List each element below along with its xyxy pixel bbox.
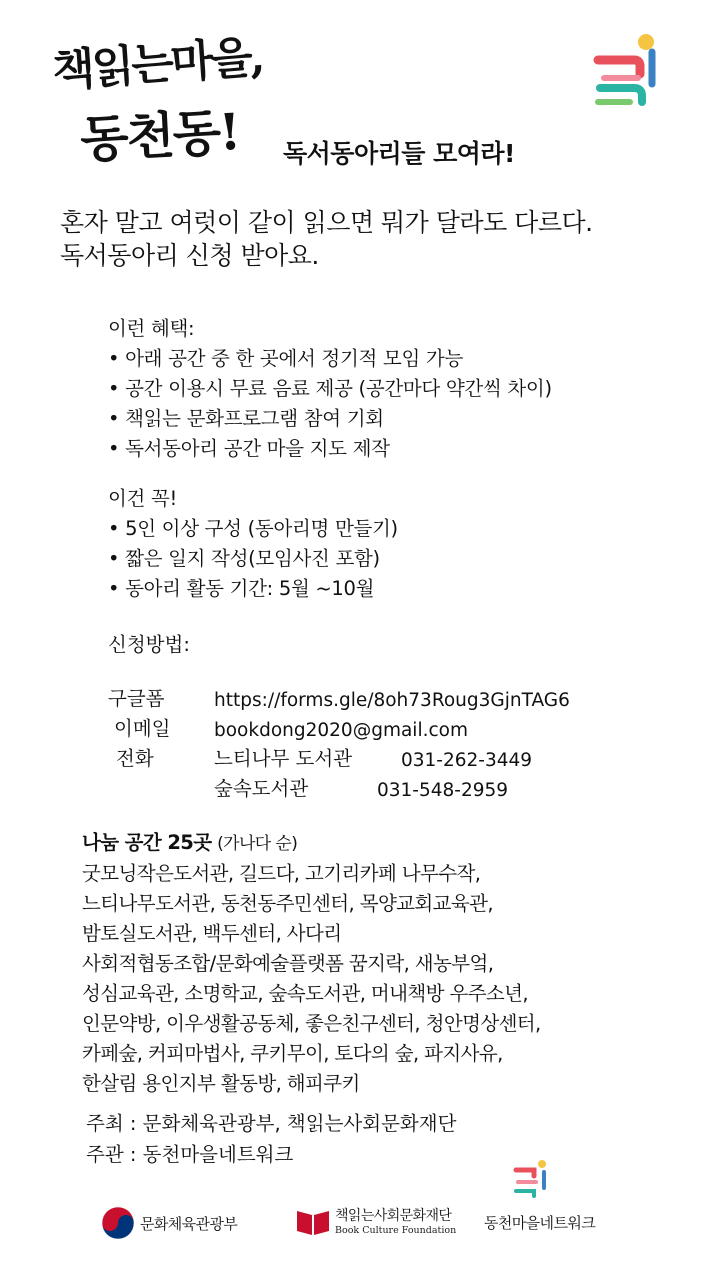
network-name: 동천마을네트워크 bbox=[484, 1214, 596, 1232]
requirement-item: • 동아리 활동 기간: 5월 ~10월 bbox=[108, 574, 398, 604]
brush-logo-line2: 동천동! bbox=[78, 101, 241, 170]
spaces-line: 한살림 용인지부 활동방, 해피쿠키 bbox=[82, 1072, 360, 1095]
spaces-note: (가나다 순) bbox=[217, 834, 298, 854]
email-label: 이메일 bbox=[114, 717, 171, 740]
phone2-place: 숲속도서관 bbox=[214, 777, 309, 800]
requirements-heading: 이건 꼭! bbox=[108, 487, 178, 510]
intro-line: 독서동아리 신청 받아요. bbox=[60, 241, 319, 270]
brush-logo-line1: 책읽는마을, bbox=[50, 31, 264, 98]
requirement-item: • 짧은 일지 작성(모임사진 포함) bbox=[108, 544, 398, 574]
benefit-item: • 아래 공간 중 한 곳에서 정기적 모임 가능 bbox=[108, 344, 552, 374]
headline: 독서동아리들 모여라! bbox=[283, 139, 515, 168]
google-form-link[interactable]: https://forms.gle/8oh73Roug3GjnTAG6 bbox=[214, 690, 570, 711]
bcf-english-name: Book Culture Foundation bbox=[335, 1225, 457, 1236]
spaces-line: 밤토실도서관, 백두센터, 사다리 bbox=[82, 922, 342, 945]
benefits-section bbox=[108, 314, 552, 464]
ministry-name: 문화체육관광부 bbox=[140, 1215, 238, 1233]
organizer-line: 주관 : 동천마을네트워크 bbox=[86, 1143, 294, 1166]
spaces-line: 인문약방, 이우생활공동체, 좋은친구센터, 청안명상센터, bbox=[82, 1012, 541, 1035]
credits bbox=[86, 1108, 456, 1170]
bcf-name: 책읽는사회문화재단 bbox=[335, 1208, 452, 1224]
apply-heading: 신청방법: bbox=[108, 633, 190, 656]
book-icon bbox=[295, 1207, 331, 1237]
benefit-item: • 책읽는 문화프로그램 참여 기회 bbox=[108, 404, 552, 434]
spaces-line: 카페숲, 커피마법사, 쿠키무이, 토다의 숲, 파지사유, bbox=[82, 1042, 503, 1065]
spaces-section bbox=[82, 828, 541, 1099]
host-line: 주최 : 문화체육관광부, 책읽는사회문화재단 bbox=[86, 1112, 457, 1135]
email-link[interactable]: bookdong2020@gmail.com bbox=[214, 720, 468, 741]
phone1-number[interactable]: 031-262-3449 bbox=[401, 750, 533, 771]
phone2-number[interactable]: 031-548-2959 bbox=[377, 780, 509, 801]
benefit-item: • 독서동아리 공간 마을 지도 제작 bbox=[108, 434, 552, 464]
spaces-line: 굿모닝작은도서관, 길드다, 고기리카페 나무수작, bbox=[82, 862, 481, 885]
bcf-logo bbox=[295, 1185, 475, 1245]
spaces-line: 성심교육관, 소명학교, 숲속도서관, 머내책방 우주소년, bbox=[82, 982, 529, 1005]
benefits-heading: 이런 혜택: bbox=[108, 317, 195, 340]
network-mark-icon bbox=[512, 1158, 552, 1198]
intro-text bbox=[60, 206, 593, 272]
intro-line: 혼자 말고 여럿이 같이 읽으면 뭐가 달라도 다르다. bbox=[60, 208, 593, 237]
benefit-item: • 공간 이용시 무료 음료 제공 (공간마다 약간씩 차이) bbox=[108, 374, 552, 404]
ministry-logo bbox=[100, 1185, 270, 1245]
requirements-section bbox=[108, 484, 398, 604]
phone1-place: 느티나무 도서관 bbox=[214, 747, 353, 770]
phone-label: 전화 bbox=[116, 747, 154, 770]
requirement-item: • 5인 이상 구성 (동아리명 만들기) bbox=[108, 514, 398, 544]
spaces-line: 느티나무도서관, 동천동주민센터, 목양교회교육관, bbox=[82, 892, 493, 915]
spaces-line: 사회적협동조합/문화예술플랫폼 꿈지락, 새농부엌, bbox=[82, 952, 494, 975]
dongcheon-mark-icon bbox=[590, 30, 670, 110]
taegeuk-icon bbox=[100, 1205, 136, 1241]
spaces-title: 나눔 공간 25곳 bbox=[82, 831, 212, 854]
network-logo bbox=[484, 1158, 604, 1248]
brush-logo bbox=[52, 28, 272, 168]
google-form-label: 구글폼 bbox=[108, 687, 165, 710]
